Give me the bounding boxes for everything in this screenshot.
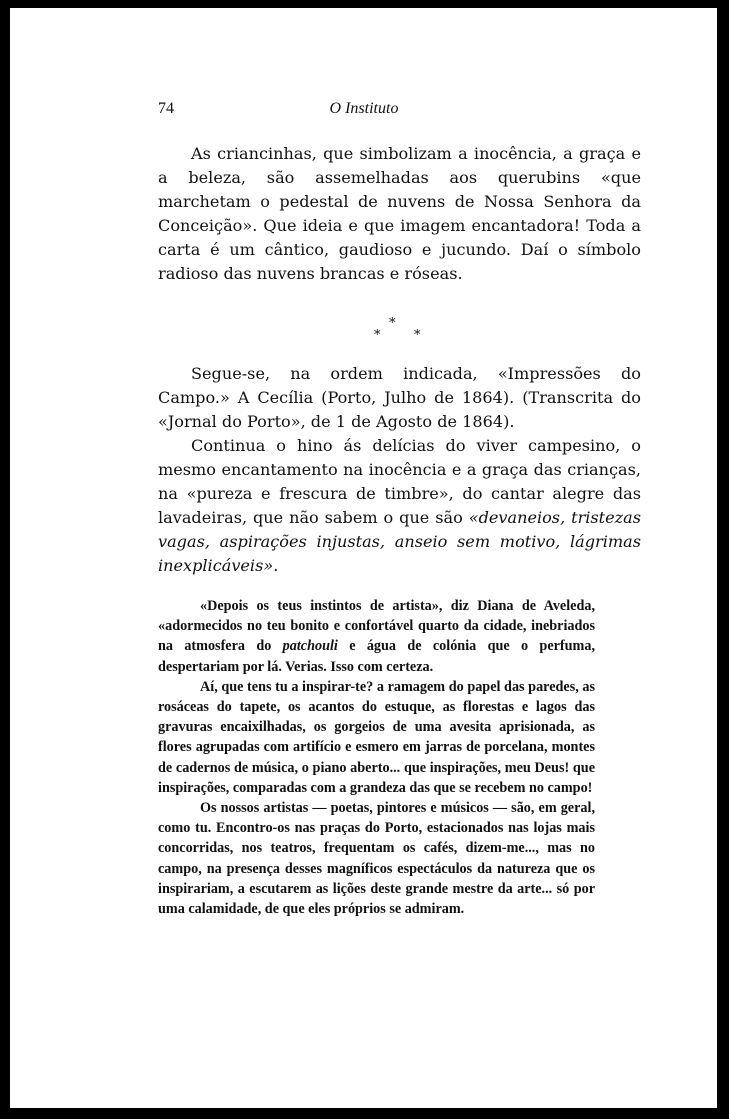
quote-paragraph-3: Os nossos artistas — poetas, pintores e músicos — são, em geral, como tu. Encontro-os nas praças do Porto, estacionados nas lojas mais concorridas, nos teatros, frequentam os cafés, dizem-me..., mas no campo, na presença desses magníficos espectáculos da natureza que os inspirariam, a escutarem as lições deste grande mestre da arte... só por uma calamidade, de que eles próprios se admiram. (158, 800, 595, 918)
hymn-text: Continua o hino ás delícias do viver campesino, o mesmo encantamento na inocência e a graça das crianças, na «pureza e frescura de timbre», do cantar alegre das lavadeiras, que não sabem o que são (158, 436, 641, 527)
asterism-star-right: * (414, 328, 421, 343)
document-page (10, 8, 717, 1108)
block-quote (158, 596, 595, 919)
paragraph-impressions: Segue-se, na ordem indicada, «Impressões do Campo.» A Cecília (Porto, Julho de 1864). (Transcrita do «Jornal do Porto», de 1 de Agosto de 1864). (158, 364, 641, 431)
running-title: O Instituto (329, 100, 399, 117)
quote-1-end: e água de colónia que o perfuma, despertariam por lá. Verias. Isso com certeza. (158, 638, 595, 675)
quote-1-italic: patchouli (282, 638, 338, 655)
quote-paragraph-1 (158, 596, 595, 677)
hymn-end: . (273, 556, 279, 575)
paragraph-hymn (158, 434, 641, 578)
asterism-star-top: * (389, 316, 396, 331)
asterism-star-left: * (374, 328, 381, 343)
quote-paragraph-2: Aí, que tens tu a inspirar-te? a ramagem do papel das paredes, as rosáceas do tapete, os acantos do estuque, as florestas e lagos das gravuras encaixilhadas, os gorgeios de uma avesita aprisionada, as flores agrupadas com artifício e esmero em jarras de porcelana, montes de cadernos de música, o piano aberto... que inspirações, meu Deus! que inspirações, comparadas com a grandeza das que se recebem no campo! (158, 678, 595, 796)
quote-1-text: «Depois os teus instintos de artista», diz Diana de Aveleda, «adormecidos no teu bonito e confortável quarto da cidade, inebriados na atmosfera do (158, 598, 595, 655)
page-number: 74 (158, 100, 174, 117)
asterism-separator (158, 300, 641, 358)
paragraph-innocence: As criancinhas, que simbolizam a inocência, a graça e a beleza, são assemelhadas aos querubins «que marchetam o pedestal de nuvens de Nossa Senhora da Conceição». Que ideia e que imagem encantadora! Toda a carta é um cântico, gaudioso e jucundo. Daí o símbolo radioso das nuvens brancas e róseas. (158, 144, 641, 283)
hymn-italic-quote: «devaneios, tristezas vagas, aspirações injustas, anseio sem motivo, lágrimas inexplicáveis» (158, 508, 641, 575)
page-body (158, 142, 641, 919)
